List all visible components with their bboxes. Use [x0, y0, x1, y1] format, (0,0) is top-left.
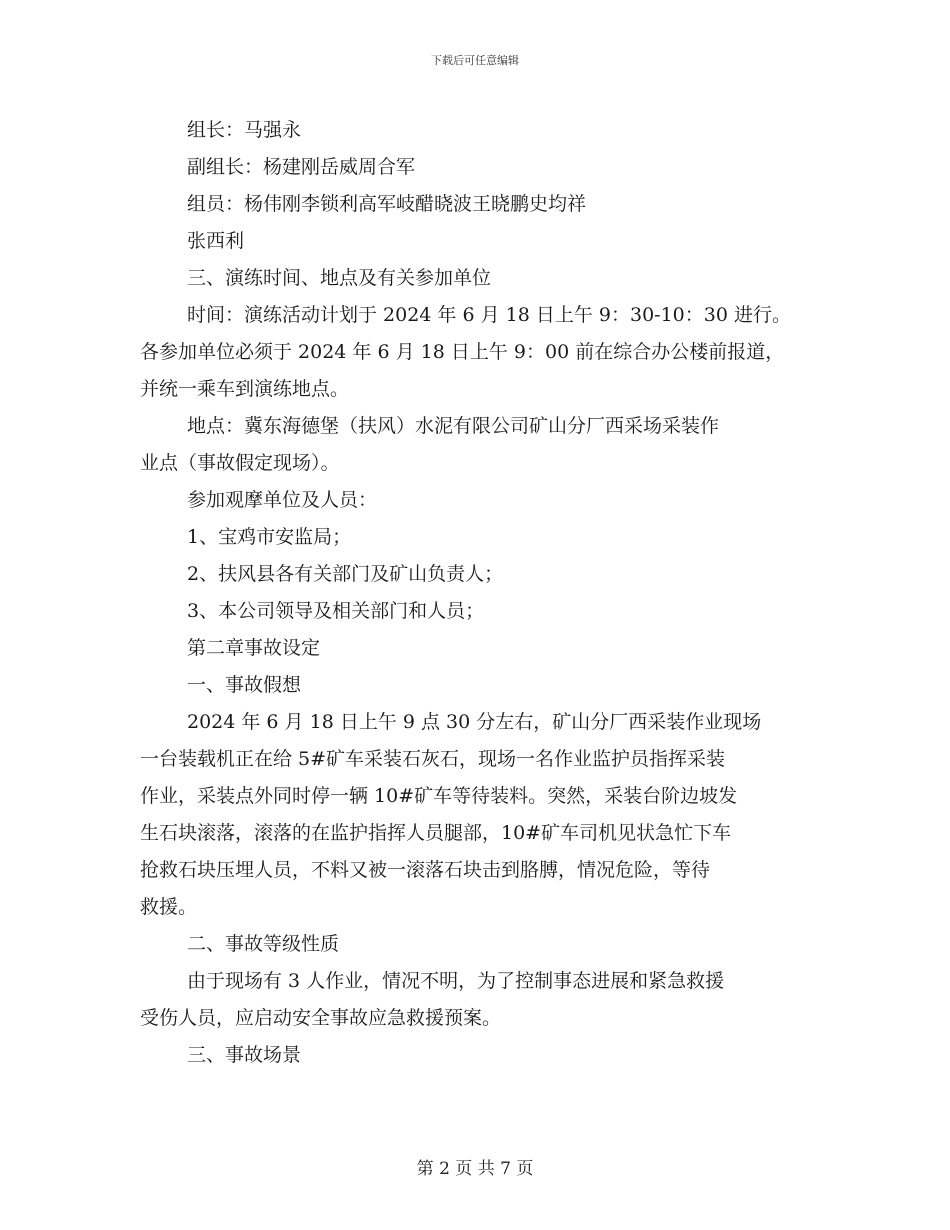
- text-line: 并统一乘车到演练地点。: [140, 378, 350, 400]
- text-line: 三、演练时间、地点及有关参加单位: [187, 267, 492, 289]
- text-line: 1、宝鸡市安监局；: [187, 526, 352, 548]
- text-line: 一台装载机正在给 5#矿车采装石灰石，现场一名作业监护员指挥采装: [140, 748, 726, 770]
- text-line: 参加观摩单位及人员：: [187, 489, 378, 511]
- text-line: 2024 年 6 月 18 日上午 9 点 30 分左右，矿山分厂西采装作业现场: [187, 711, 762, 733]
- text-line: 2、扶风县各有关部门及矿山负责人；: [187, 563, 504, 585]
- text-line: 时间：演练活动计划于 2024 年 6 月 18 日上午 9：30-10：30 进行。: [187, 304, 791, 326]
- text-line: 二、事故等级性质: [187, 933, 340, 955]
- text-line: 各参加单位必须于 2024 年 6 月 18 日上午 9：00 前在综合办公楼前报道，: [140, 341, 785, 363]
- text-line: 业点（事故假定现场）。: [140, 452, 340, 474]
- text-line: 组长：马强永: [187, 119, 302, 141]
- text-line: 副组长：杨建刚岳威周合军: [187, 156, 416, 178]
- text-line: 受伤人员，应启动安全事故应急救援预案。: [140, 1007, 502, 1029]
- text-line: 第二章事故设定: [187, 637, 321, 659]
- text-line: 3、本公司领导及相关部门和人员；: [187, 600, 485, 622]
- text-line: 救援。: [140, 896, 198, 918]
- text-line: 由于现场有 3 人作业，情况不明，为了控制事态进展和紧急救援: [187, 970, 725, 992]
- text-line: 生石块滚落，滚落的在监护指挥人员腿部，10#矿车司机见状急忙下车: [140, 822, 732, 844]
- page-header: 下载后可任意编辑: [431, 54, 519, 67]
- text-line: 抢救石块压埋人员，不料又被一滚落石块击到胳膊，情况危险，等待: [140, 859, 711, 881]
- document-body: [140, 112, 820, 1074]
- text-line: 一、事故假想: [187, 674, 302, 696]
- page-footer: 第 2 页 共 7 页: [416, 1159, 534, 1179]
- text-line: 三、事故场景: [187, 1044, 302, 1066]
- text-line: 张西利: [187, 230, 245, 252]
- text-line: 组员：杨伟刚李锁利高军岐醋晓波王晓鹏史均祥: [187, 193, 587, 215]
- text-line: 地点：冀东海德堡（扶风）水泥有限公司矿山分厂西采场采装作: [187, 415, 720, 437]
- text-line: 作业，采装点外同时停一辆 10#矿车等待装料。突然，采装台阶边坡发: [140, 785, 738, 807]
